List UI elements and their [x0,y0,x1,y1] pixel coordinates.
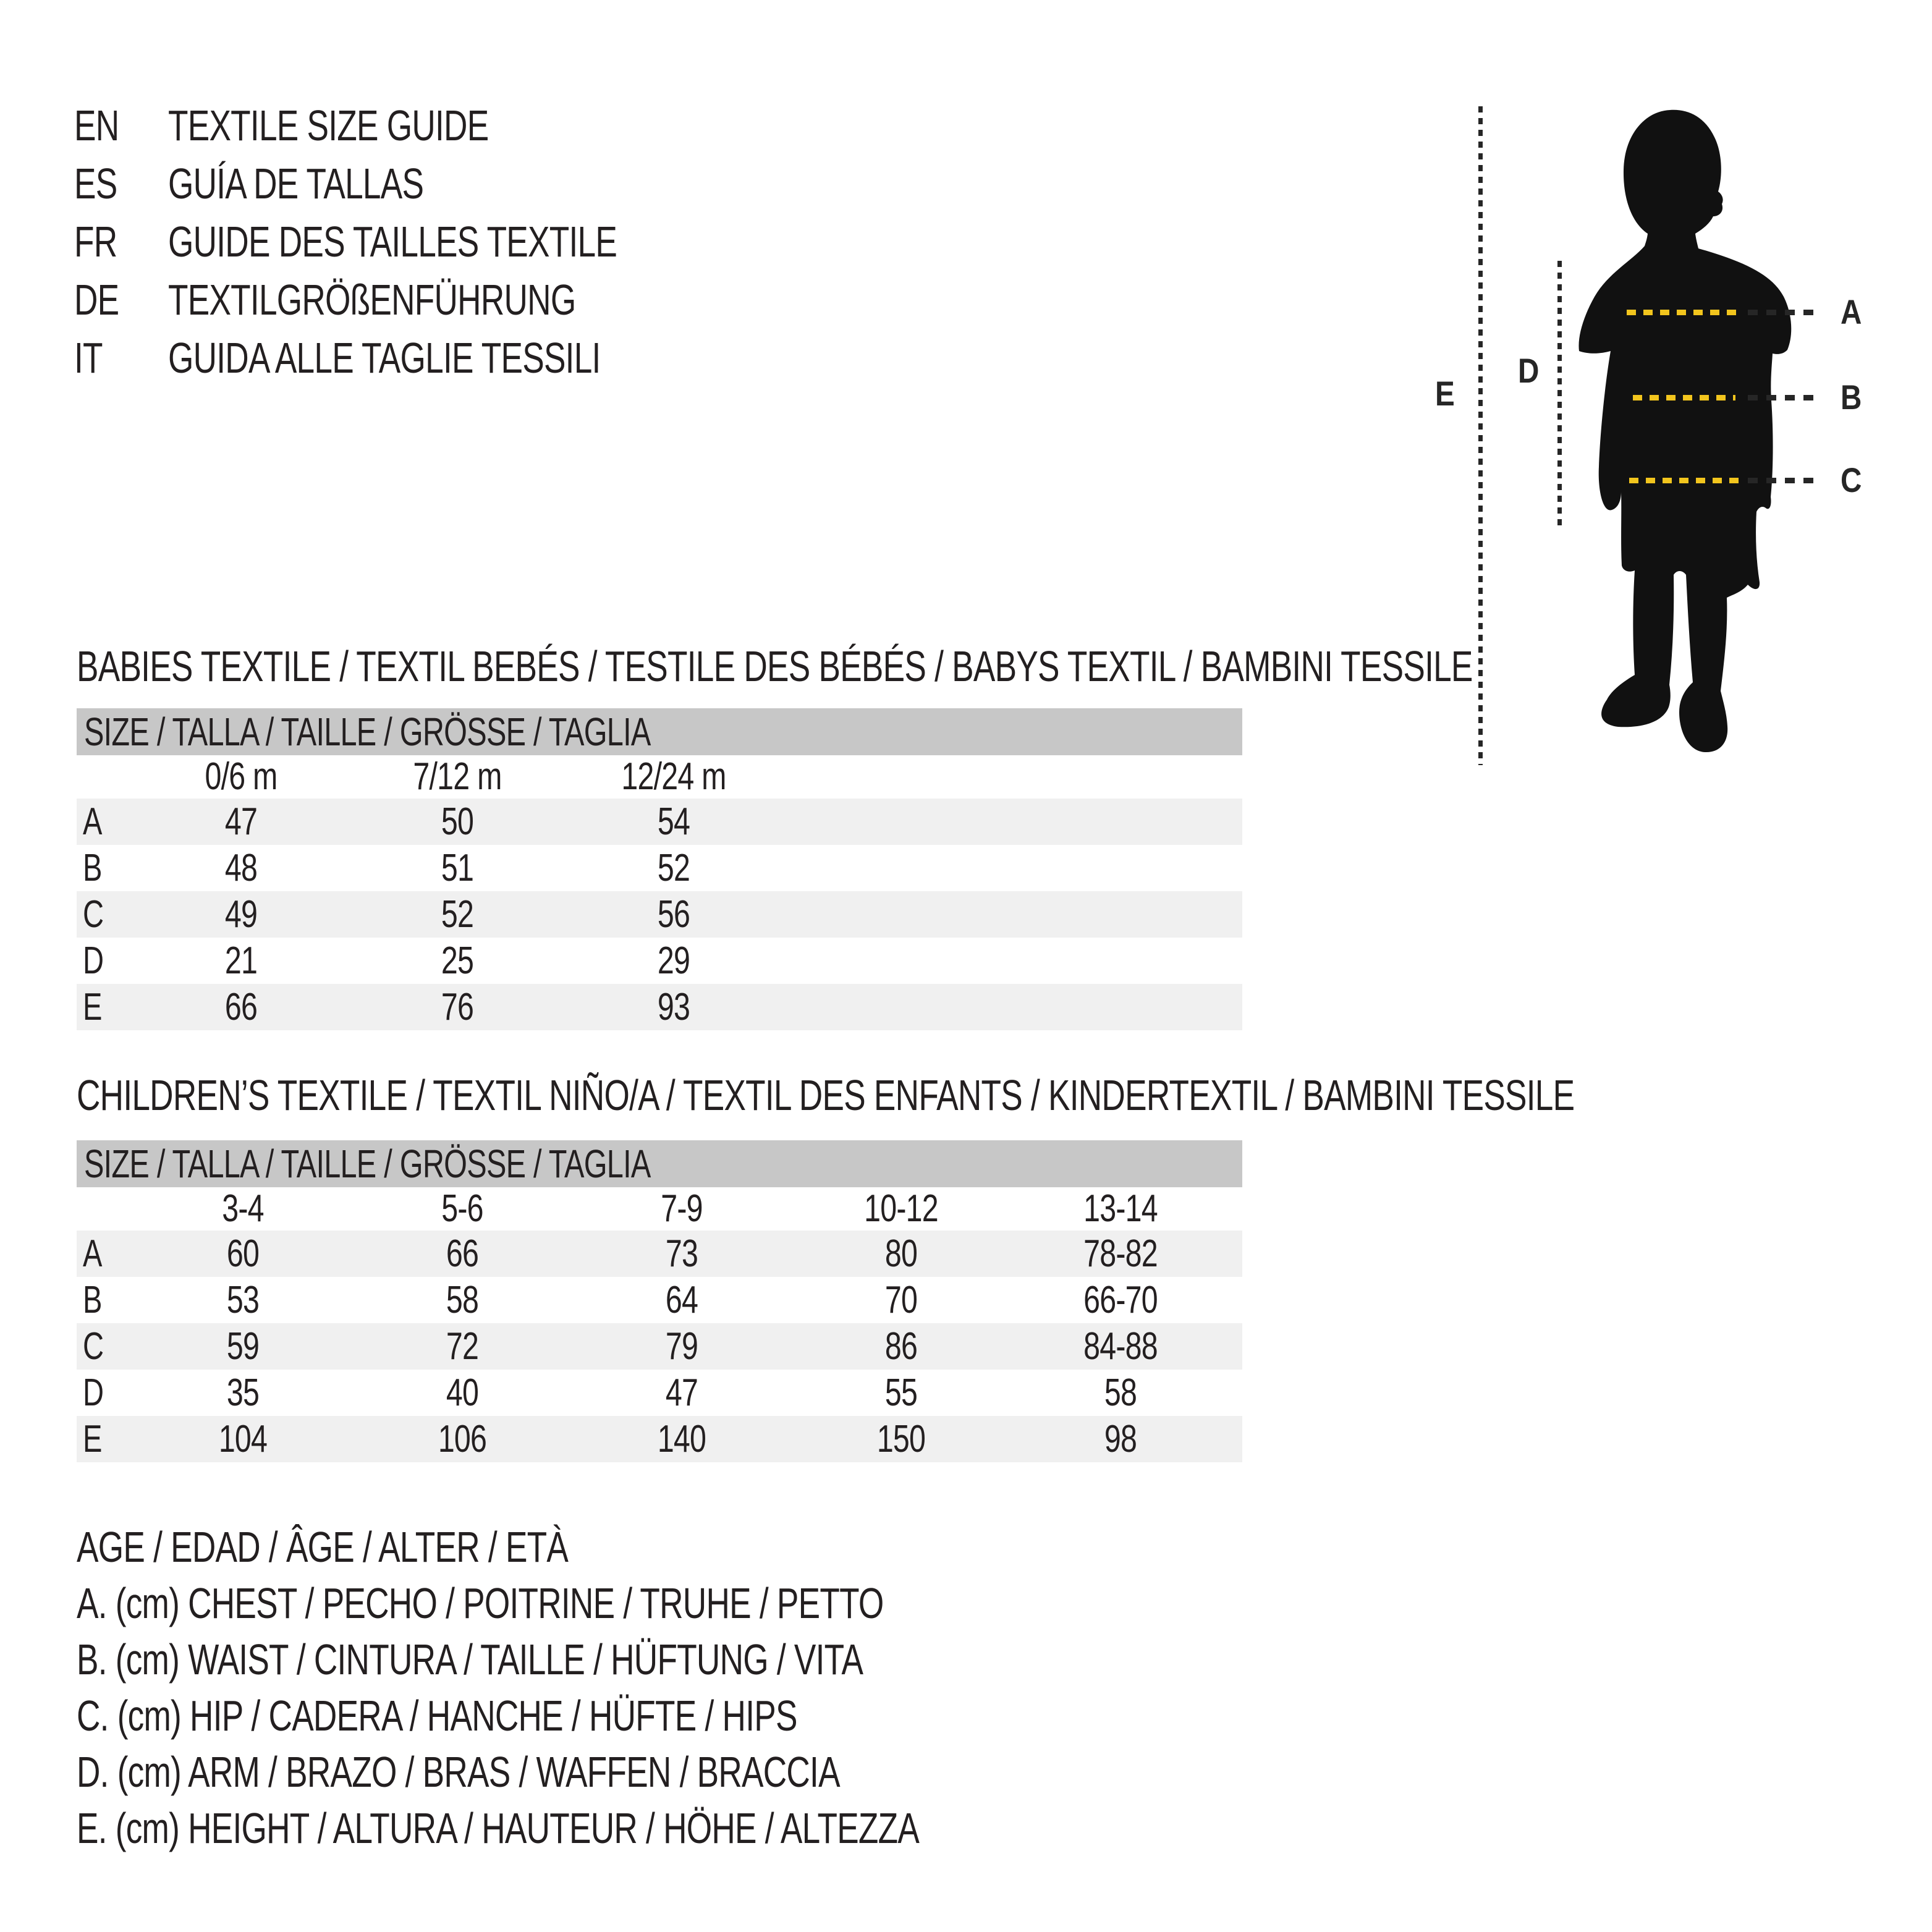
legend-line: C. (cm) HIP / CADERA / HANCHE / HÜFTE / HIPS [77,1692,797,1740]
children-size-header-text: SIZE / TALLA / TAILLE / GRÖSSE / TAGLIA [84,1142,651,1186]
language-title: GUIDE DES TAILLES TEXTILE [168,218,617,266]
size-cell: 55 [884,1371,918,1414]
column-header: 13-14 [1083,1187,1158,1230]
size-cell: 53 [226,1279,260,1321]
column-header: 12/24 m [621,755,726,798]
waist-line-yellow [1633,395,1735,400]
column-header: 3-4 [222,1187,264,1230]
size-cell: 58 [446,1279,479,1321]
table-row [77,1277,1242,1323]
language-code: FR [74,218,117,266]
size-cell: 52 [657,847,690,889]
size-cell: 70 [884,1279,918,1321]
chest-line-label: A [1841,292,1862,331]
hip-line-label: C [1841,460,1862,499]
babies-column-headers [77,755,1242,799]
table-row [77,1416,1242,1462]
row-label: C [83,893,104,936]
size-cell: 58 [1104,1371,1137,1414]
table-row [77,938,1242,984]
size-cell: 64 [665,1279,698,1321]
arm-measure-line-d [1557,261,1562,525]
language-title: TEXTILGRÖßENFÜHRUNG [168,276,576,324]
size-cell: 84-88 [1083,1325,1158,1368]
size-cell: 47 [665,1371,698,1414]
arm-line-label: D [1518,351,1540,390]
column-header: 7-9 [661,1187,703,1230]
hip-line-yellow [1629,478,1743,483]
hip-line-dark [1748,478,1821,483]
size-cell: 50 [441,800,474,843]
language-code: DE [74,276,119,324]
size-cell: 51 [441,847,474,889]
size-cell: 25 [441,939,474,982]
size-cell: 140 [657,1418,706,1460]
row-label: B [83,847,102,889]
column-header: 5-6 [441,1187,483,1230]
waist-line-label: B [1841,378,1862,417]
height-line-label: E [1435,374,1455,413]
size-cell: 93 [657,986,690,1028]
language-title: GUÍA DE TALLAS [168,159,424,208]
legend-line: E. (cm) HEIGHT / ALTURA / HAUTEUR / HÖHE / ALTEZZA [77,1804,920,1852]
table-row [77,1231,1242,1277]
table-row [77,799,1242,845]
size-cell: 29 [657,939,690,982]
size-cell: 66 [224,986,258,1028]
child-silhouette-icon [1576,105,1811,766]
size-cell: 56 [657,893,690,936]
babies-size-header-text: SIZE / TALLA / TAILLE / GRÖSSE / TAGLIA [84,710,651,754]
row-label: A [83,1232,102,1275]
row-label: E [83,1418,102,1460]
size-cell: 40 [446,1371,479,1414]
size-cell: 104 [218,1418,268,1460]
size-cell: 86 [884,1325,918,1368]
row-label: B [83,1279,102,1321]
size-cell: 78-82 [1083,1232,1158,1275]
size-cell: 76 [441,986,474,1028]
size-cell: 21 [224,939,258,982]
size-cell: 80 [884,1232,918,1275]
height-measure-line-e [1478,106,1483,765]
size-cell: 73 [665,1232,698,1275]
legend-line: AGE / EDAD / ÂGE / ALTER / ETÀ [77,1523,569,1571]
column-header: 7/12 m [413,755,502,798]
size-cell: 79 [665,1325,698,1368]
size-cell: 60 [226,1232,260,1275]
size-cell: 66 [446,1232,479,1275]
chest-line-dark [1748,310,1821,315]
size-cell: 66-70 [1083,1279,1158,1321]
legend-line: A. (cm) CHEST / PECHO / POITRINE / TRUHE / PETTO [77,1579,884,1627]
language-title: TEXTILE SIZE GUIDE [168,101,489,150]
children-table-title-text: CHILDREN’S TEXTILE / TEXTIL NIÑO/A / TEXTIL DES ENFANTS / KINDERTEXTIL / BAMBINI TESSILE [77,1071,1575,1119]
language-title: GUIDA ALLE TAGLIE TESSILI [168,334,601,382]
row-label: E [83,986,102,1028]
legend-line: B. (cm) WAIST / CINTURA / TAILLE / HÜFTUNG / VITA [77,1635,863,1684]
legend-line: D. (cm) ARM / BRAZO / BRAS / WAFFEN / BRACCIA [77,1748,840,1796]
row-label: A [83,800,102,843]
column-header: 10-12 [864,1187,938,1230]
size-cell: 47 [224,800,258,843]
size-cell: 72 [446,1325,479,1368]
size-cell: 59 [226,1325,260,1368]
language-code: ES [74,159,117,208]
language-code: IT [74,334,103,382]
size-cell: 98 [1104,1418,1137,1460]
table-row [77,984,1242,1030]
size-cell: 35 [226,1371,260,1414]
children-column-headers [77,1187,1242,1231]
chest-line-yellow [1627,310,1742,315]
row-label: D [83,939,104,982]
size-cell: 49 [224,893,258,936]
babies-table-title-text: BABIES TEXTILE / TEXTIL BEBÉS / TESTILE DES BÉBÉS / BABYS TEXTIL / BAMBINI TESSILE [77,642,1473,690]
size-cell: 52 [441,893,474,936]
row-label: C [83,1325,104,1368]
table-row [77,845,1242,891]
size-cell: 150 [876,1418,926,1460]
table-row [77,1370,1242,1416]
waist-line-dark [1748,395,1821,400]
size-cell: 54 [657,800,690,843]
table-row [77,1323,1242,1370]
language-code: EN [74,101,119,150]
table-row [77,891,1242,938]
size-cell: 106 [438,1418,487,1460]
size-cell: 48 [224,847,258,889]
column-header: 0/6 m [205,755,278,798]
babies-size-header-bar [77,708,1242,755]
children-size-header-bar [77,1140,1242,1187]
row-label: D [83,1371,104,1414]
